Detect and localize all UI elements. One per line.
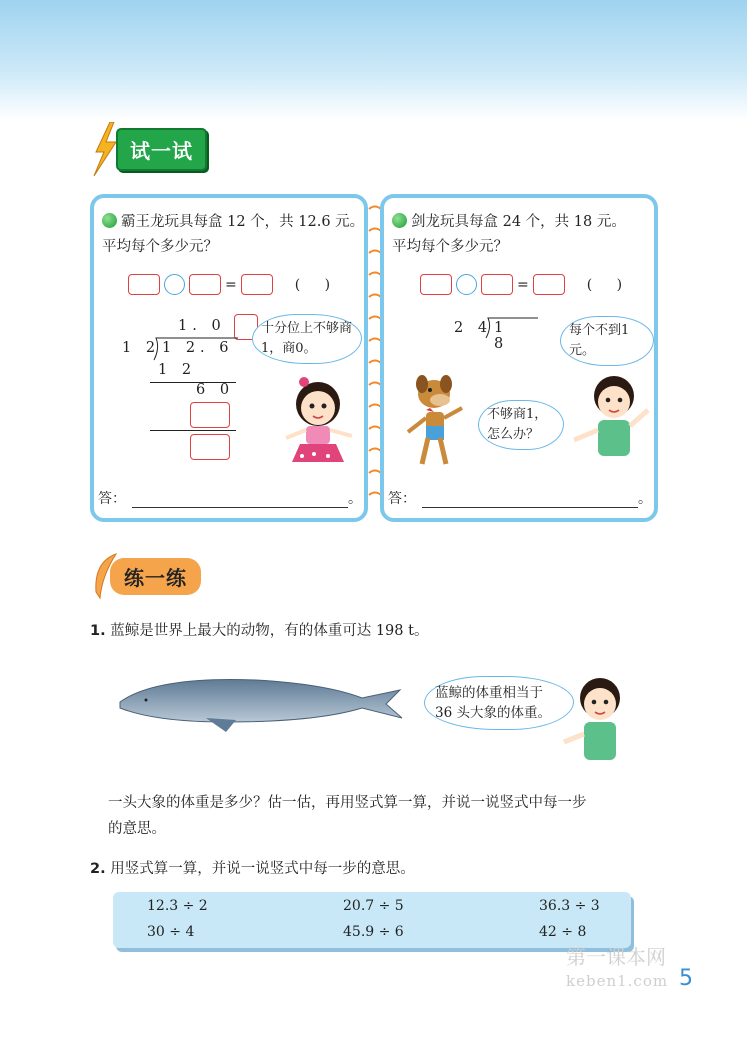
boy-illustration: [560, 672, 640, 762]
step-blank-box[interactable]: [190, 402, 230, 428]
dog-illustration: [400, 374, 470, 470]
step-blank-box[interactable]: [190, 434, 230, 460]
followup-line-1: 一头大象的体重是多少？估一估，再用竖式算一算，并说一说竖式中每一步: [108, 795, 587, 811]
blank-box[interactable]: [241, 274, 273, 295]
remainder-line: 6 0: [196, 382, 235, 398]
left-long-division: [114, 318, 244, 468]
dividend: 1 8: [494, 320, 509, 352]
whale-hint-bubble: 蓝鲸的体重相当于 36 头大象的体重。: [424, 676, 574, 730]
division-bracket: [482, 316, 540, 340]
blank-box[interactable]: [420, 274, 452, 295]
unit-parentheses: ( ): [586, 276, 633, 293]
blank-box[interactable]: [189, 274, 221, 295]
subtract-line-1: 1 2: [158, 362, 197, 378]
lightning-icon: [90, 122, 118, 176]
question-number: 2.: [90, 861, 106, 877]
answer-period: 。: [348, 491, 362, 507]
quotient: 1. 0: [178, 318, 226, 334]
left-question-line2: 平均每个多少元？: [102, 239, 218, 255]
question-2-text: 用竖式算一算，并说一说竖式中每一步的意思。: [110, 861, 415, 877]
blank-box[interactable]: [533, 274, 565, 295]
division-bracket: [150, 336, 240, 362]
top-gradient-band: [0, 0, 747, 120]
divisor: 1 2: [122, 340, 161, 356]
watermark-line-2: keben1.com: [566, 972, 669, 990]
answer-label: 答：: [388, 491, 416, 507]
left-question-line1: 霸王龙玩具每盒 12 个，共 12.6 元。: [121, 214, 365, 230]
hint-bubble-dog: 不够商1，怎么办？: [478, 400, 564, 450]
equals-sign: =: [225, 276, 237, 293]
answer-line[interactable]: [132, 493, 348, 508]
practice-header: [90, 552, 201, 600]
right-long-division: [454, 320, 509, 352]
answer-period: 。: [638, 491, 652, 507]
watermark-line-1: 第一课本网: [566, 945, 666, 969]
blank-box[interactable]: [481, 274, 513, 295]
left-answer-row: [98, 488, 362, 508]
exercise-item: 20.7 ÷ 5: [343, 898, 404, 914]
exercise-table: [113, 892, 631, 948]
exercise-item: 36.3 ÷ 3: [539, 898, 600, 914]
try-it-header: [90, 122, 207, 176]
try-it-label: 试一试: [116, 128, 207, 171]
answer-line[interactable]: [422, 493, 638, 508]
boy-illustration: [570, 370, 654, 460]
right-question: [392, 210, 657, 260]
exercise-item: 45.9 ÷ 6: [343, 924, 404, 940]
left-question: [102, 210, 367, 260]
dividend: 1 2. 6: [162, 340, 234, 356]
followup-line-2: 的意思。: [108, 821, 166, 837]
right-question-line2: 平均每个多少元？: [392, 239, 508, 255]
question-1-followup: [108, 790, 587, 842]
question-1: [90, 618, 428, 644]
blue-whale-illustration: [116, 668, 406, 738]
practice-label: 练一练: [110, 558, 201, 595]
watermark: [566, 945, 668, 993]
equals-sign: =: [517, 276, 529, 293]
question-1-text: 蓝鲸是世界上最大的动物，有的体重可达 198 t。: [110, 623, 429, 639]
page-number: 5: [679, 966, 693, 991]
divisor: 2 4: [454, 320, 493, 336]
right-equation-row: [420, 274, 632, 295]
right-answer-row: [388, 488, 652, 508]
green-dot-icon: [102, 213, 117, 228]
unit-parentheses: ( ): [294, 276, 341, 293]
right-problem-panel: [380, 194, 658, 522]
exercise-item: 42 ÷ 8: [539, 924, 587, 940]
green-dot-icon: [392, 213, 407, 228]
question-number: 1.: [90, 623, 106, 639]
operator-circle[interactable]: [164, 274, 185, 295]
hint-bubble-under-one: 每个不到1元。: [560, 316, 654, 366]
girl-illustration: [274, 370, 364, 470]
question-2: [90, 856, 415, 882]
left-equation-row: [128, 274, 340, 295]
left-problem-panel: [90, 194, 368, 522]
answer-label: 答：: [98, 491, 126, 507]
hint-bubble-tenths: 十分位上不够商1，商0。: [252, 314, 362, 364]
blank-box[interactable]: [128, 274, 160, 295]
operator-circle[interactable]: [456, 274, 477, 295]
exercise-item: 30 ÷ 4: [147, 924, 195, 940]
exercise-item: 12.3 ÷ 2: [147, 898, 208, 914]
right-question-line1: 剑龙玩具每盒 24 个，共 18 元。: [411, 214, 626, 230]
